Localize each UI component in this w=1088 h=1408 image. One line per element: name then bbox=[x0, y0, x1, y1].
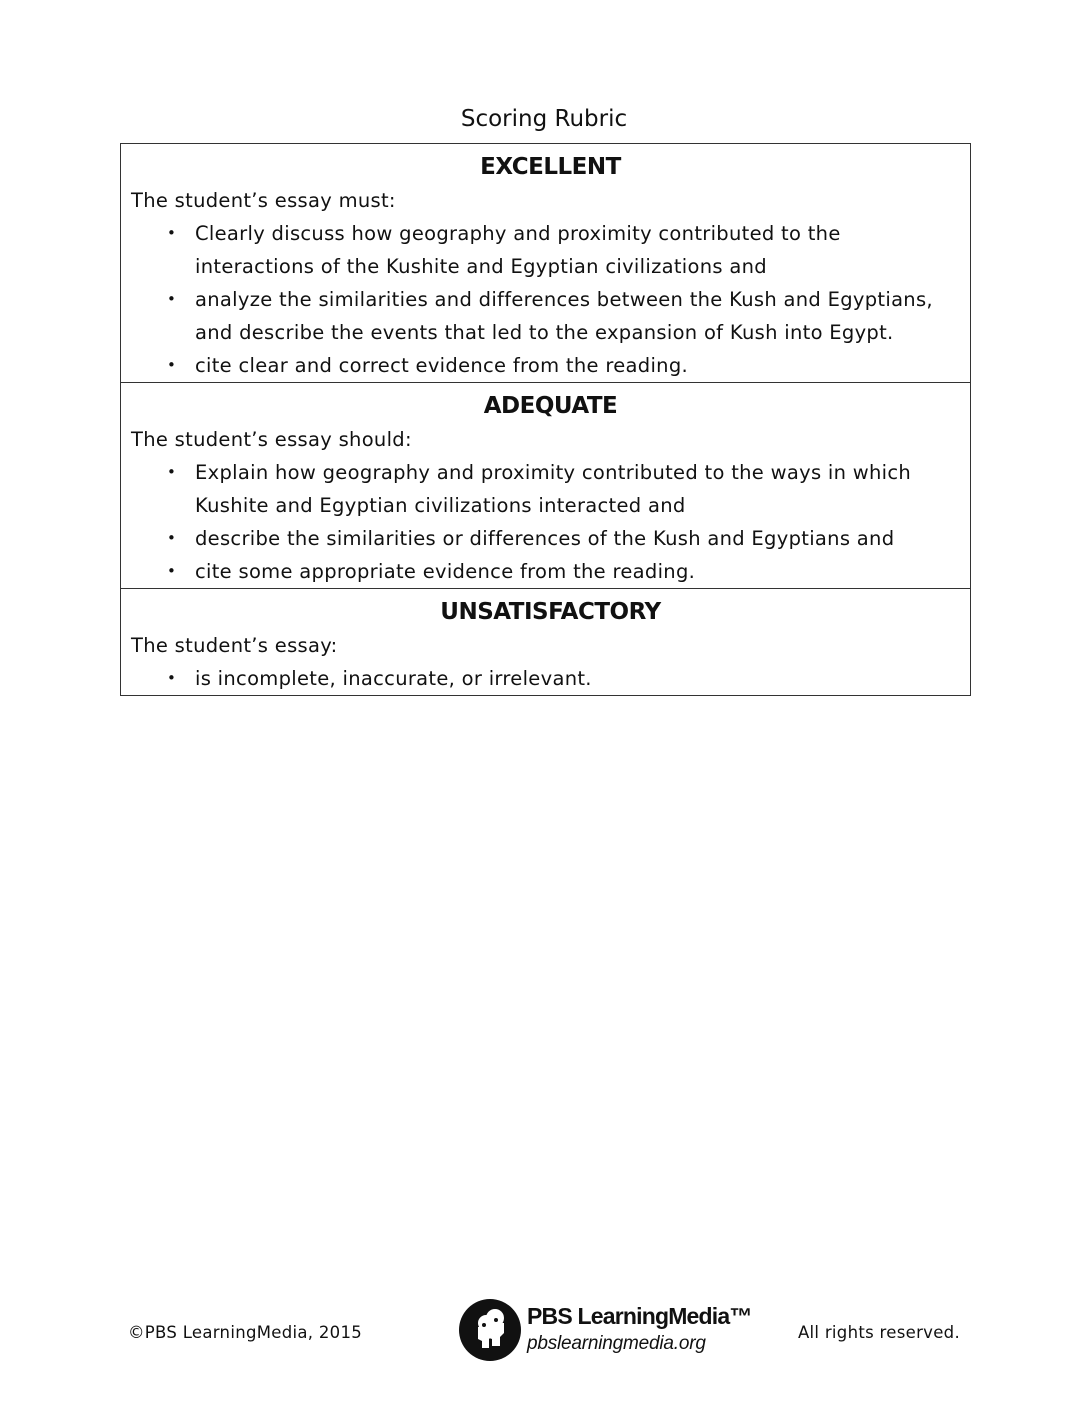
pbs-learningmedia-logo bbox=[459, 1295, 752, 1365]
criterion-text: Kushite and Egyptian civilizations interacted and bbox=[195, 494, 686, 517]
rights-notice: All rights reserved. bbox=[797, 1323, 960, 1342]
list-item bbox=[131, 456, 970, 522]
level-intro-excellent: The student’s essay must: bbox=[131, 189, 396, 212]
criterion-text: analyze the similarities and differences between the Kush and Egyptians, bbox=[195, 288, 933, 311]
bullet-icon: • bbox=[167, 562, 177, 580]
bullet-icon: • bbox=[167, 529, 177, 547]
level-heading-excellent: EXCELLENT bbox=[480, 154, 621, 180]
rubric-row-unsatisfactory bbox=[121, 589, 971, 696]
criterion-text: and describe the events that led to the expansion of Kush into Egypt. bbox=[195, 321, 894, 344]
rubric-row-adequate bbox=[121, 383, 971, 589]
list-item bbox=[131, 555, 970, 588]
criteria-list-adequate bbox=[131, 456, 970, 588]
page-footer bbox=[0, 1295, 1088, 1365]
rubric-cell-adequate bbox=[121, 383, 971, 589]
bullet-icon: • bbox=[167, 356, 177, 374]
rubric-row-excellent bbox=[121, 144, 971, 383]
logo-name: PBS LearningMedia™ bbox=[527, 1303, 752, 1329]
list-item bbox=[131, 283, 970, 349]
pbs-heads-logo-icon bbox=[459, 1299, 521, 1361]
bullet-icon: • bbox=[167, 669, 177, 687]
bullet-icon: • bbox=[167, 463, 177, 481]
list-item bbox=[131, 217, 970, 283]
criterion-text: is incomplete, inaccurate, or irrelevant. bbox=[195, 667, 592, 690]
logo-url: pbslearningmedia.org bbox=[527, 1333, 706, 1354]
criterion-text: Explain how geography and proximity contributed to the ways in which bbox=[195, 461, 912, 484]
criterion-text: cite clear and correct evidence from the reading. bbox=[195, 354, 688, 377]
rubric-table bbox=[120, 143, 971, 696]
level-heading-unsatisfactory: UNSATISFACTORY bbox=[440, 599, 661, 625]
criteria-list-excellent bbox=[131, 217, 970, 382]
level-intro-unsatisfactory: The student’s essay: bbox=[131, 634, 338, 657]
rubric-cell-excellent bbox=[121, 144, 971, 383]
criterion-text: interactions of the Kushite and Egyptian civilizations and bbox=[195, 255, 767, 278]
rubric-cell-unsatisfactory bbox=[121, 589, 971, 696]
criterion-text: cite some appropriate evidence from the reading. bbox=[195, 560, 696, 583]
list-item bbox=[131, 522, 970, 555]
copyright-notice: ©PBS LearningMedia, 2015 bbox=[128, 1323, 363, 1342]
criteria-list-unsatisfactory bbox=[131, 662, 970, 695]
bullet-icon: • bbox=[167, 290, 177, 308]
level-heading-adequate: ADEQUATE bbox=[483, 393, 618, 419]
list-item bbox=[131, 662, 970, 695]
criterion-text: Clearly discuss how geography and proximity contributed to the bbox=[195, 222, 841, 245]
criterion-text: describe the similarities or differences of the Kush and Egyptians and bbox=[195, 527, 895, 550]
page-title: Scoring Rubric bbox=[460, 106, 628, 132]
level-intro-adequate: The student’s essay should: bbox=[131, 428, 412, 451]
list-item bbox=[131, 349, 970, 382]
bullet-icon: • bbox=[167, 224, 177, 242]
